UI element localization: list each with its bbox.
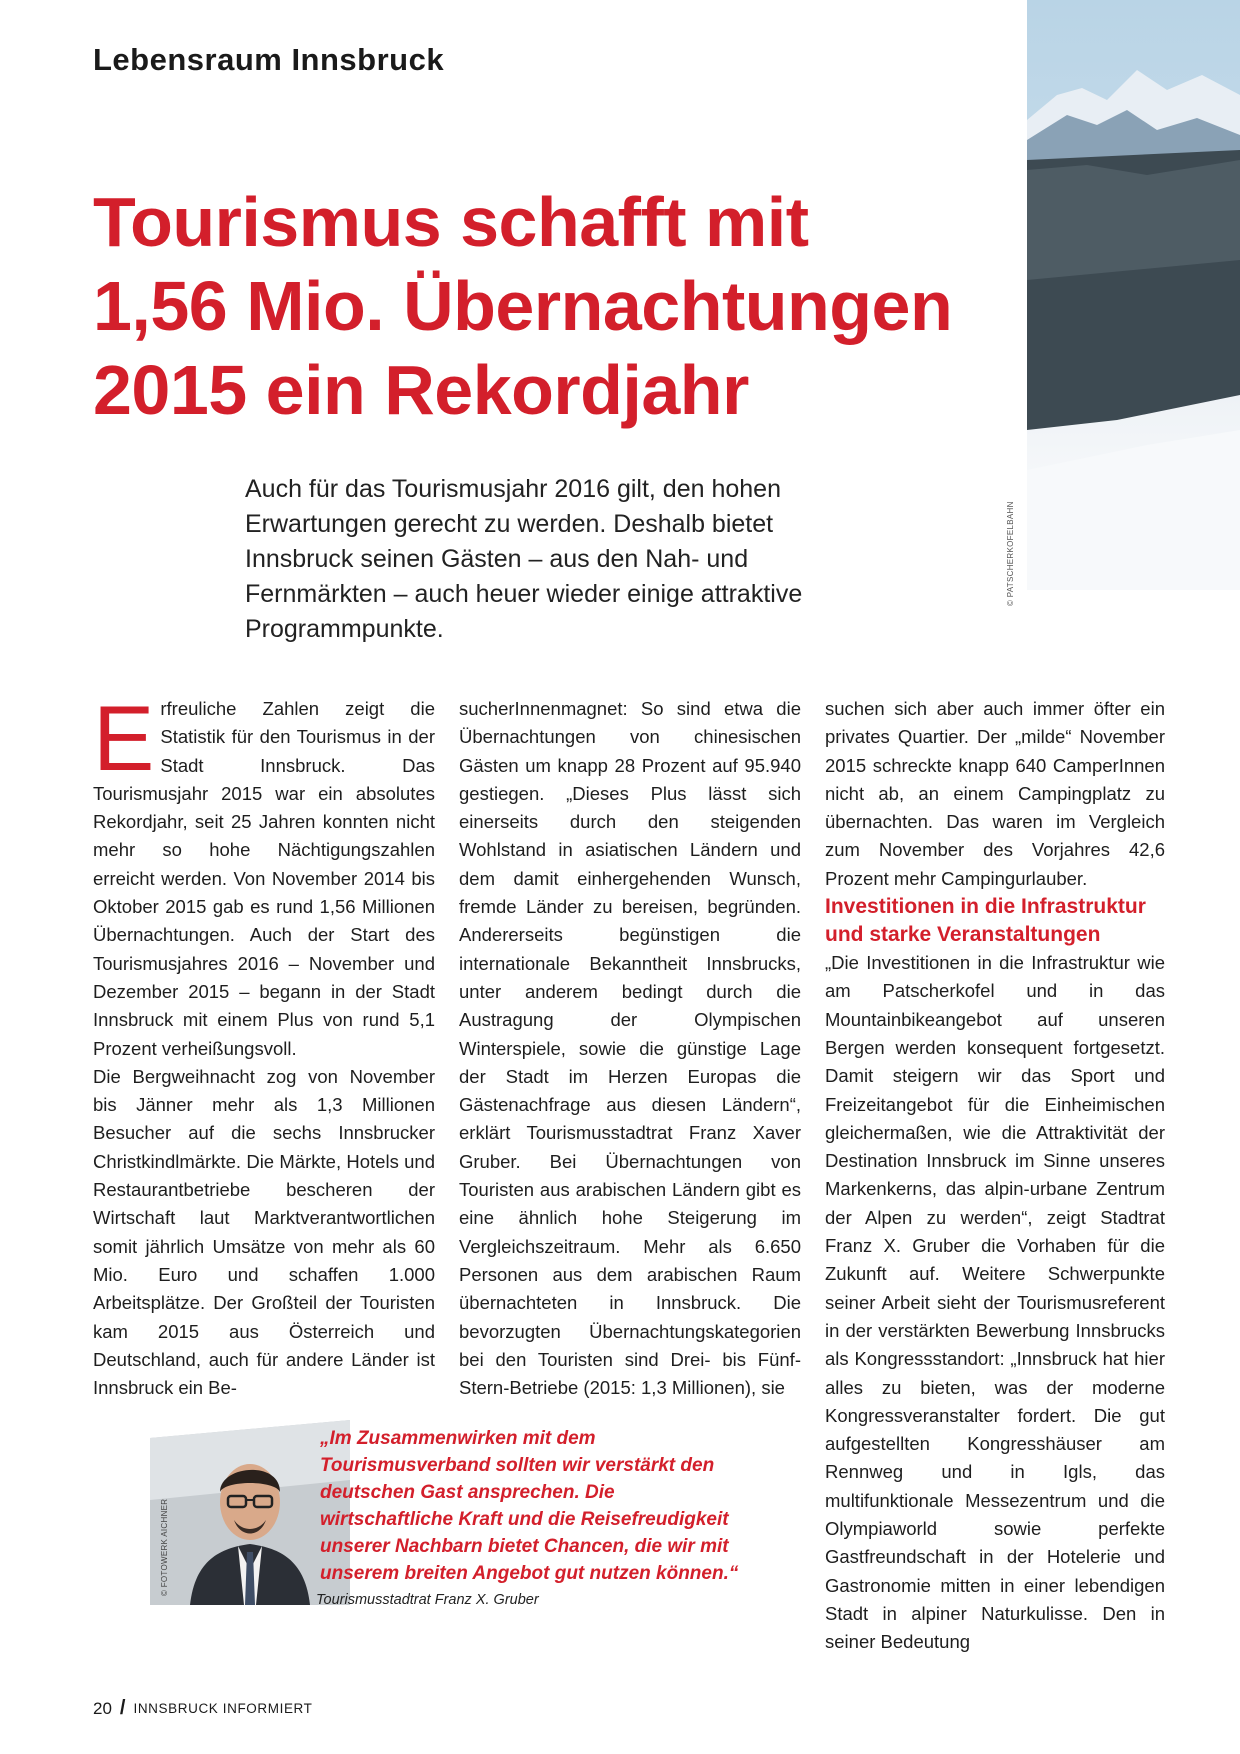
mountain-photo — [1027, 0, 1240, 590]
slash-divider-icon: / — [119, 1697, 126, 1719]
article-title — [93, 180, 1013, 432]
column-2 — [459, 695, 801, 1402]
portrait-credit: © FOTOWERK AICHNER — [160, 1498, 169, 1596]
column-1 — [93, 688, 435, 1402]
col1-paragraph-1-text: rfreuliche Zahlen zeigt die Statistik für den Tourismus in der Stadt Innsbruck. Das Tourismusjahr 2015 war ein absolutes Rekordjahr, seit 25 Jahren konnten nicht mehr so hohe Nächtigungszahlen erreicht werden. Von November 2014 bis Oktober 2015 gab es rund 1,56 Millionen Übernachtungen. Auch der Start des Tourismusjahres 2016 – November und Dezember 2015 – begann in der Stadt Innsbruck mit einem Plus von rund 5,1 Prozent verheißungsvoll. — [93, 698, 435, 1059]
title-line-1: Tourismus schafft mit — [93, 183, 809, 261]
quote-attribution: Tourismusstadtrat Franz X. Gruber — [316, 1592, 539, 1608]
col1-paragraph-1 — [93, 688, 435, 1063]
page-number: 20 — [93, 1698, 112, 1718]
photo-credit: © PATSCHERKOFELBAHN — [1006, 501, 1015, 606]
title-line-2: 1,56 Mio. Übernachtungen — [93, 267, 953, 345]
publication-name: INNSBRUCK INFORMIERT — [133, 1701, 313, 1716]
pull-quote: „Im Zusammenwirken mit dem Tourismusverband sollten wir verstärkt den deutschen Gast ansprechen. Die wirtschaftliche Kraft und die Reisefreudigkeit unserer Nachbarn bietet Chancen, die wir mit unserem breiten Angebot gut nutzen können.“ — [320, 1428, 739, 1584]
col3-paragraph-1: suchen sich aber auch immer öfter ein privates Quartier. Der „milde“ November 2015 schreckte knapp 640 CamperInnen nicht ab, an einem Campingplatz zu übernachten. Das waren im Vergleich zum November des Vorjahres 42,6 Prozent mehr Campingurlauber. — [825, 698, 1165, 889]
column-3 — [825, 695, 1165, 1657]
lead-paragraph: Auch für das Tourismusjahr 2016 gilt, den hohen Erwartungen gerecht zu werden. Deshalb bietet Innsbruck seinen Gästen – aus den Nah- und Fernmärkten – auch heuer wieder einige attraktive Programmpunkte. — [245, 475, 803, 643]
col1-paragraph-2: Die Bergweihnacht zog von November bis Jänner mehr als 1,3 Millionen Besucher auf die sechs Innsbrucker Christkindlmärkte. Die Märkte, Hotels und Restaurantbetriebe bescheren der Wirtschaft laut Marktverantwortlichen somit jährlich Umsätze von mehr als 60 Mio. Euro und schaffen 1.000 Arbeitsplätze. Der Großteil der Touristen kam 2015 aus Österreich und Deutschland, auch für andere Länder ist Innsbruck ein Be- — [93, 1065, 435, 1399]
col2-paragraph-1: sucherInnenmagnet: So sind etwa die Übernachtungen von chinesischen Gästen um knapp 28 Prozent auf 95.940 gestiegen. „Dieses Plus lässt sich einerseits durch den steigenden Wohlstand in asiatischen Ländern und dem damit einhergehenden Wunsch, fremde Länder zu bereisen, begründen. Andererseits begünstigen die internationale Bekanntheit Innsbrucks, unter anderem bedingt durch die Austragung der Olympischen Winterspiele, sowie die günstige Lage der Stadt im Herzen Europas die Gästenachfrage aus diesen Ländern“, erklärt Tourismusstadtrat Franz Xaver Gruber. Bei Übernachtungen von Touristen aus arabischen Ländern gibt es eine ähnlich hohe Steigerung im Vergleichszeitraum. Mehr als 6.650 Personen aus dem arabischen Raum übernachteten in Innsbruck. Die bevorzugten Übernachtungskategorien bei den Touristen sind Drei- bis Fünf-Stern-Betriebe (2015: 1,3 Millionen), sie — [459, 698, 801, 1399]
title-line-3: 2015 ein Rekordjahr — [93, 351, 749, 429]
subheading: Investitionen in die Infrastruktur und starke Veranstaltungen — [825, 895, 1146, 947]
drop-cap: E — [93, 688, 155, 790]
page-footer — [93, 1697, 313, 1720]
section-header: Lebensraum Innsbruck — [93, 42, 445, 77]
col3-paragraph-2: „Die Investitionen in die Infrastruktur wie am Patscherkofel und in das Mountainbikeangebot auf unseren Bergen werden konsequent fortgesetzt. Damit steigern wir das Sport und Freizeitangebot für die Einheimischen gleichermaßen, wie die Attraktivität der Destination Innsbruck im Sinne unseres Markenkerns, das alpin-urbane Zentrum der Alpen zu werden“, zeigt Stadtrat Franz X. Gruber die Vorhaben für die Zukunft auf. Weitere Schwerpunkte seiner Arbeit sieht der Tourismusreferent in der verstärkten Bewerbung Innsbrucks als Kongressstandort: „Innsbruck hat hier alles zu bieten, was der moderne Kongressveranstalter fordert. Die gut aufgestellten Kongresshäuser am Rennweg und in Igls, das multifunktionale Messezentrum und die Olympiaworld sowie perfekte Gastfreundschaft in der Hotelerie und Gastronomie mitten in einer lebendigen Stadt in alpiner Naturkulisse. Den in seiner Bedeutung — [825, 952, 1165, 1653]
